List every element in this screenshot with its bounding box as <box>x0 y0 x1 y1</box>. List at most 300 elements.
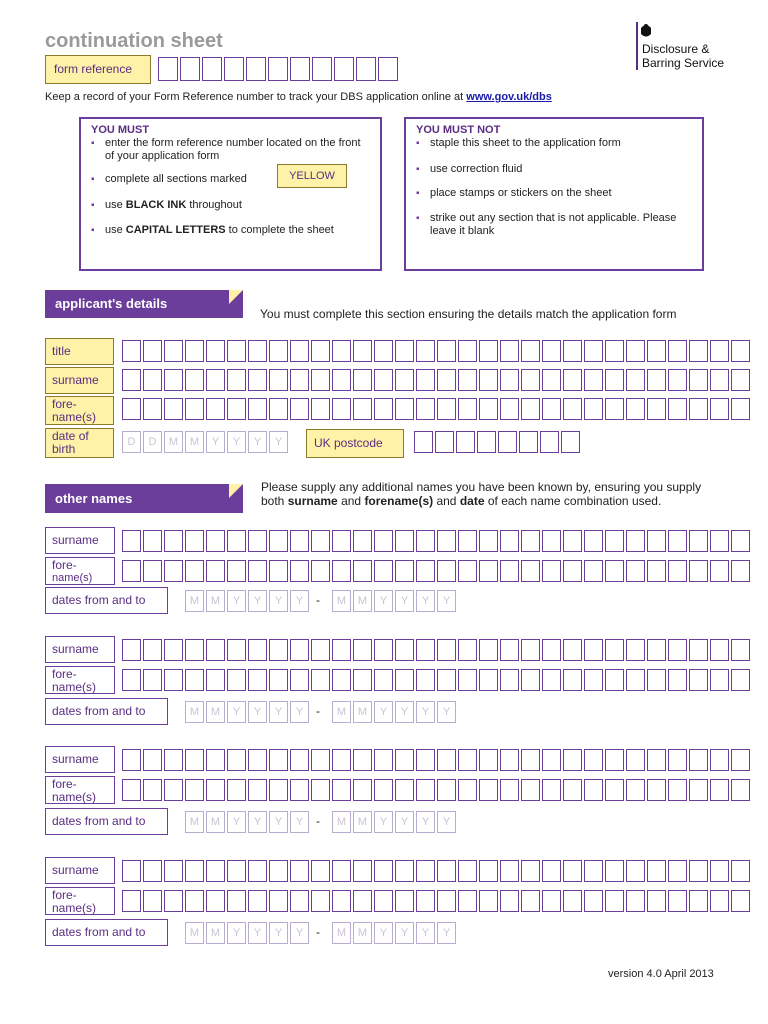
char-box[interactable] <box>521 749 540 771</box>
char-box[interactable] <box>479 779 498 801</box>
char-box[interactable] <box>605 860 624 882</box>
char-box[interactable] <box>563 749 582 771</box>
date-char-box[interactable]: Y <box>269 590 288 612</box>
char-box[interactable] <box>584 639 603 661</box>
date-to-input[interactable] <box>332 922 458 944</box>
char-box[interactable] <box>584 530 603 552</box>
date-char-box[interactable]: Y <box>269 922 288 944</box>
char-box[interactable] <box>584 749 603 771</box>
char-box[interactable] <box>647 369 666 391</box>
char-box[interactable] <box>374 860 393 882</box>
char-box[interactable] <box>164 779 183 801</box>
char-box[interactable] <box>668 530 687 552</box>
date-char-box[interactable]: Y <box>227 701 246 723</box>
char-box[interactable] <box>416 890 435 912</box>
forename-input[interactable] <box>122 398 752 420</box>
char-box[interactable] <box>311 560 330 582</box>
char-box[interactable] <box>500 560 519 582</box>
char-box[interactable] <box>563 639 582 661</box>
char-box[interactable] <box>332 779 351 801</box>
char-box[interactable] <box>500 639 519 661</box>
char-box[interactable] <box>437 340 456 362</box>
char-box[interactable] <box>626 530 645 552</box>
char-box[interactable] <box>122 340 141 362</box>
char-box[interactable] <box>731 639 750 661</box>
char-box[interactable] <box>143 530 162 552</box>
char-box[interactable] <box>689 860 708 882</box>
char-box[interactable] <box>290 749 309 771</box>
forename-input[interactable] <box>122 779 752 801</box>
char-box[interactable] <box>248 860 267 882</box>
date-char-box[interactable]: M <box>185 590 204 612</box>
char-box[interactable] <box>311 669 330 691</box>
char-box[interactable] <box>416 669 435 691</box>
char-box[interactable] <box>227 398 246 420</box>
char-box[interactable] <box>668 860 687 882</box>
date-char-box[interactable]: Y <box>395 701 414 723</box>
char-box[interactable] <box>311 398 330 420</box>
char-box[interactable] <box>437 530 456 552</box>
char-box[interactable] <box>206 860 225 882</box>
char-box[interactable] <box>731 749 750 771</box>
char-box[interactable] <box>500 890 519 912</box>
char-box[interactable] <box>248 639 267 661</box>
char-box[interactable] <box>584 779 603 801</box>
char-box[interactable] <box>416 779 435 801</box>
char-box[interactable] <box>584 560 603 582</box>
char-box[interactable] <box>395 639 414 661</box>
char-box[interactable] <box>689 749 708 771</box>
char-box[interactable] <box>542 669 561 691</box>
date-char-box[interactable]: M <box>332 701 351 723</box>
char-box[interactable] <box>164 860 183 882</box>
date-to-input[interactable] <box>332 590 458 612</box>
char-box[interactable] <box>227 369 246 391</box>
char-box[interactable] <box>605 398 624 420</box>
char-box[interactable] <box>479 669 498 691</box>
char-box[interactable] <box>647 530 666 552</box>
char-box[interactable] <box>332 639 351 661</box>
forename-input[interactable] <box>122 890 752 912</box>
char-box[interactable] <box>500 340 519 362</box>
char-box[interactable] <box>542 749 561 771</box>
date-to-input[interactable] <box>332 701 458 723</box>
char-box[interactable] <box>500 398 519 420</box>
surname-input[interactable] <box>122 749 752 771</box>
char-box[interactable] <box>563 860 582 882</box>
title-input[interactable] <box>122 340 752 362</box>
char-box[interactable] <box>689 669 708 691</box>
char-box[interactable] <box>689 890 708 912</box>
char-box[interactable] <box>374 530 393 552</box>
surname-input[interactable] <box>122 530 752 552</box>
char-box[interactable] <box>269 749 288 771</box>
char-box[interactable] <box>605 340 624 362</box>
char-box[interactable] <box>269 639 288 661</box>
char-box[interactable] <box>689 398 708 420</box>
char-box[interactable] <box>227 860 246 882</box>
char-box[interactable] <box>185 530 204 552</box>
char-box[interactable] <box>311 749 330 771</box>
char-box[interactable] <box>605 779 624 801</box>
char-box[interactable] <box>374 398 393 420</box>
date-char-box[interactable]: Y <box>269 701 288 723</box>
char-box[interactable] <box>731 669 750 691</box>
char-box[interactable] <box>290 890 309 912</box>
char-box[interactable] <box>521 398 540 420</box>
date-char-box[interactable]: Y <box>437 922 456 944</box>
char-box[interactable] <box>626 890 645 912</box>
char-box[interactable] <box>605 560 624 582</box>
date-char-box[interactable]: Y <box>437 701 456 723</box>
char-box[interactable] <box>143 560 162 582</box>
char-box[interactable] <box>521 890 540 912</box>
char-box[interactable] <box>248 890 267 912</box>
char-box[interactable] <box>542 398 561 420</box>
char-box[interactable] <box>437 369 456 391</box>
char-box[interactable] <box>416 530 435 552</box>
char-box[interactable] <box>395 369 414 391</box>
char-box[interactable] <box>122 749 141 771</box>
char-box[interactable] <box>206 890 225 912</box>
char-box[interactable] <box>626 340 645 362</box>
date-char-box[interactable]: Y <box>227 922 246 944</box>
date-char-box[interactable]: M <box>353 701 372 723</box>
char-box[interactable] <box>353 779 372 801</box>
char-box[interactable] <box>437 560 456 582</box>
char-box[interactable] <box>143 639 162 661</box>
char-box[interactable] <box>143 669 162 691</box>
char-box[interactable] <box>143 890 162 912</box>
char-box[interactable] <box>143 779 162 801</box>
dob-input[interactable]: D D M M Y Y Y Y <box>122 431 290 453</box>
char-box[interactable] <box>668 398 687 420</box>
char-box[interactable] <box>248 340 267 362</box>
char-box[interactable] <box>248 749 267 771</box>
char-box[interactable] <box>668 560 687 582</box>
char-box[interactable] <box>626 398 645 420</box>
char-box[interactable] <box>437 639 456 661</box>
char-box[interactable] <box>395 860 414 882</box>
char-box[interactable] <box>521 369 540 391</box>
date-char-box[interactable]: Y <box>395 590 414 612</box>
char-box[interactable] <box>395 530 414 552</box>
char-box[interactable] <box>122 669 141 691</box>
char-box[interactable] <box>521 340 540 362</box>
char-box[interactable] <box>584 369 603 391</box>
date-char-box[interactable]: M <box>332 590 351 612</box>
char-box[interactable] <box>311 340 330 362</box>
char-box[interactable] <box>605 639 624 661</box>
char-box[interactable] <box>458 749 477 771</box>
date-char-box[interactable]: Y <box>248 922 267 944</box>
char-box[interactable] <box>416 340 435 362</box>
char-box[interactable] <box>647 639 666 661</box>
char-box[interactable] <box>185 369 204 391</box>
char-box[interactable] <box>227 340 246 362</box>
char-box[interactable] <box>269 860 288 882</box>
date-char-box[interactable]: M <box>206 922 225 944</box>
char-box[interactable] <box>164 369 183 391</box>
date-char-box[interactable]: M <box>206 590 225 612</box>
char-box[interactable] <box>332 398 351 420</box>
char-box[interactable] <box>647 560 666 582</box>
date-char-box[interactable]: M <box>206 701 225 723</box>
char-box[interactable] <box>458 669 477 691</box>
char-box[interactable] <box>416 369 435 391</box>
char-box[interactable] <box>227 639 246 661</box>
char-box[interactable] <box>416 749 435 771</box>
char-box[interactable] <box>668 779 687 801</box>
char-box[interactable] <box>563 369 582 391</box>
char-box[interactable] <box>626 560 645 582</box>
char-box[interactable] <box>164 669 183 691</box>
char-box[interactable] <box>437 398 456 420</box>
char-box[interactable] <box>374 340 393 362</box>
char-box[interactable] <box>374 890 393 912</box>
date-char-box[interactable]: Y <box>416 922 435 944</box>
char-box[interactable] <box>332 369 351 391</box>
char-box[interactable] <box>206 340 225 362</box>
char-box[interactable] <box>563 530 582 552</box>
char-box[interactable] <box>710 749 729 771</box>
char-box[interactable] <box>164 530 183 552</box>
char-box[interactable] <box>227 890 246 912</box>
char-box[interactable] <box>227 749 246 771</box>
char-box[interactable] <box>143 860 162 882</box>
char-box[interactable] <box>353 890 372 912</box>
char-box[interactable] <box>206 639 225 661</box>
char-box[interactable] <box>479 398 498 420</box>
char-box[interactable] <box>710 530 729 552</box>
char-box[interactable] <box>542 530 561 552</box>
date-from-input[interactable] <box>185 701 311 723</box>
char-box[interactable] <box>122 779 141 801</box>
char-box[interactable] <box>605 530 624 552</box>
char-box[interactable] <box>710 560 729 582</box>
char-box[interactable] <box>206 369 225 391</box>
char-box[interactable] <box>731 860 750 882</box>
char-box[interactable] <box>290 639 309 661</box>
char-box[interactable] <box>311 890 330 912</box>
char-box[interactable] <box>269 369 288 391</box>
date-char-box[interactable]: M <box>332 811 351 833</box>
date-char-box[interactable]: Y <box>437 590 456 612</box>
char-box[interactable] <box>290 340 309 362</box>
char-box[interactable] <box>185 639 204 661</box>
char-box[interactable] <box>290 779 309 801</box>
char-box[interactable] <box>416 560 435 582</box>
char-box[interactable] <box>437 890 456 912</box>
char-box[interactable] <box>689 340 708 362</box>
char-box[interactable] <box>122 860 141 882</box>
date-char-box[interactable]: Y <box>374 701 393 723</box>
char-box[interactable] <box>731 890 750 912</box>
char-box[interactable] <box>563 560 582 582</box>
char-box[interactable] <box>185 749 204 771</box>
char-box[interactable] <box>164 560 183 582</box>
char-box[interactable] <box>185 669 204 691</box>
char-box[interactable] <box>710 779 729 801</box>
char-box[interactable] <box>332 749 351 771</box>
char-box[interactable] <box>374 639 393 661</box>
surname-input[interactable] <box>122 639 752 661</box>
char-box[interactable] <box>122 369 141 391</box>
char-box[interactable] <box>584 398 603 420</box>
char-box[interactable] <box>584 860 603 882</box>
date-char-box[interactable]: Y <box>416 701 435 723</box>
char-box[interactable] <box>143 340 162 362</box>
char-box[interactable] <box>521 669 540 691</box>
date-from-input[interactable] <box>185 590 311 612</box>
char-box[interactable] <box>521 860 540 882</box>
char-box[interactable] <box>437 669 456 691</box>
char-box[interactable] <box>416 860 435 882</box>
date-char-box[interactable]: Y <box>374 590 393 612</box>
char-box[interactable] <box>248 779 267 801</box>
char-box[interactable] <box>122 890 141 912</box>
date-char-box[interactable]: Y <box>416 590 435 612</box>
char-box[interactable] <box>626 779 645 801</box>
char-box[interactable] <box>437 779 456 801</box>
char-box[interactable] <box>647 669 666 691</box>
date-from-input[interactable] <box>185 811 311 833</box>
postcode-input[interactable] <box>414 431 582 453</box>
char-box[interactable] <box>206 530 225 552</box>
char-box[interactable] <box>668 340 687 362</box>
char-box[interactable] <box>164 639 183 661</box>
date-char-box[interactable]: Y <box>227 811 246 833</box>
char-box[interactable] <box>332 340 351 362</box>
char-box[interactable] <box>710 639 729 661</box>
char-box[interactable] <box>542 560 561 582</box>
char-box[interactable] <box>584 669 603 691</box>
char-box[interactable] <box>710 398 729 420</box>
char-box[interactable] <box>437 749 456 771</box>
char-box[interactable] <box>374 669 393 691</box>
char-box[interactable] <box>395 779 414 801</box>
char-box[interactable] <box>311 530 330 552</box>
char-box[interactable] <box>710 890 729 912</box>
date-char-box[interactable]: Y <box>290 922 309 944</box>
char-box[interactable] <box>605 890 624 912</box>
char-box[interactable] <box>647 398 666 420</box>
char-box[interactable] <box>479 890 498 912</box>
date-char-box[interactable]: Y <box>437 811 456 833</box>
char-box[interactable] <box>731 369 750 391</box>
char-box[interactable] <box>500 779 519 801</box>
char-box[interactable] <box>479 860 498 882</box>
char-box[interactable] <box>206 560 225 582</box>
char-box[interactable] <box>290 860 309 882</box>
char-box[interactable] <box>668 890 687 912</box>
char-box[interactable] <box>332 860 351 882</box>
char-box[interactable] <box>605 369 624 391</box>
date-char-box[interactable]: Y <box>395 922 414 944</box>
char-box[interactable] <box>647 779 666 801</box>
char-box[interactable] <box>185 779 204 801</box>
char-box[interactable] <box>542 340 561 362</box>
forename-input[interactable] <box>122 560 752 582</box>
char-box[interactable] <box>269 890 288 912</box>
char-box[interactable] <box>122 639 141 661</box>
char-box[interactable] <box>647 890 666 912</box>
char-box[interactable] <box>269 398 288 420</box>
char-box[interactable] <box>563 398 582 420</box>
char-box[interactable] <box>311 639 330 661</box>
date-char-box[interactable]: M <box>185 701 204 723</box>
char-box[interactable] <box>479 749 498 771</box>
char-box[interactable] <box>269 669 288 691</box>
char-box[interactable] <box>479 530 498 552</box>
char-box[interactable] <box>311 369 330 391</box>
char-box[interactable] <box>689 530 708 552</box>
char-box[interactable] <box>479 369 498 391</box>
char-box[interactable] <box>710 669 729 691</box>
char-box[interactable] <box>563 890 582 912</box>
date-char-box[interactable]: Y <box>290 701 309 723</box>
date-char-box[interactable]: Y <box>374 811 393 833</box>
char-box[interactable] <box>710 860 729 882</box>
char-box[interactable] <box>458 779 477 801</box>
char-box[interactable] <box>500 369 519 391</box>
char-box[interactable] <box>206 398 225 420</box>
char-box[interactable] <box>311 860 330 882</box>
char-box[interactable] <box>248 560 267 582</box>
char-box[interactable] <box>269 560 288 582</box>
date-char-box[interactable]: M <box>332 922 351 944</box>
char-box[interactable] <box>647 340 666 362</box>
char-box[interactable] <box>710 340 729 362</box>
char-box[interactable] <box>479 340 498 362</box>
gov-uk-link[interactable]: www.gov.uk/dbs <box>466 91 552 103</box>
surname-input[interactable] <box>122 860 752 882</box>
char-box[interactable] <box>479 560 498 582</box>
char-box[interactable] <box>647 749 666 771</box>
char-box[interactable] <box>143 398 162 420</box>
char-box[interactable] <box>626 749 645 771</box>
date-char-box[interactable]: Y <box>374 922 393 944</box>
char-box[interactable] <box>668 369 687 391</box>
char-box[interactable] <box>164 398 183 420</box>
char-box[interactable] <box>374 369 393 391</box>
char-box[interactable] <box>542 890 561 912</box>
char-box[interactable] <box>248 530 267 552</box>
char-box[interactable] <box>458 560 477 582</box>
date-from-input[interactable] <box>185 922 311 944</box>
char-box[interactable] <box>521 560 540 582</box>
char-box[interactable] <box>332 669 351 691</box>
date-char-box[interactable]: M <box>185 811 204 833</box>
char-box[interactable] <box>290 669 309 691</box>
char-box[interactable] <box>290 560 309 582</box>
char-box[interactable] <box>353 749 372 771</box>
char-box[interactable] <box>185 340 204 362</box>
char-box[interactable] <box>164 749 183 771</box>
char-box[interactable] <box>353 860 372 882</box>
surname-input[interactable] <box>122 369 752 391</box>
char-box[interactable] <box>647 860 666 882</box>
char-box[interactable] <box>458 890 477 912</box>
char-box[interactable] <box>458 369 477 391</box>
char-box[interactable] <box>395 669 414 691</box>
char-box[interactable] <box>458 860 477 882</box>
char-box[interactable] <box>269 530 288 552</box>
char-box[interactable] <box>542 860 561 882</box>
date-char-box[interactable]: M <box>353 590 372 612</box>
char-box[interactable] <box>227 530 246 552</box>
char-box[interactable] <box>626 860 645 882</box>
